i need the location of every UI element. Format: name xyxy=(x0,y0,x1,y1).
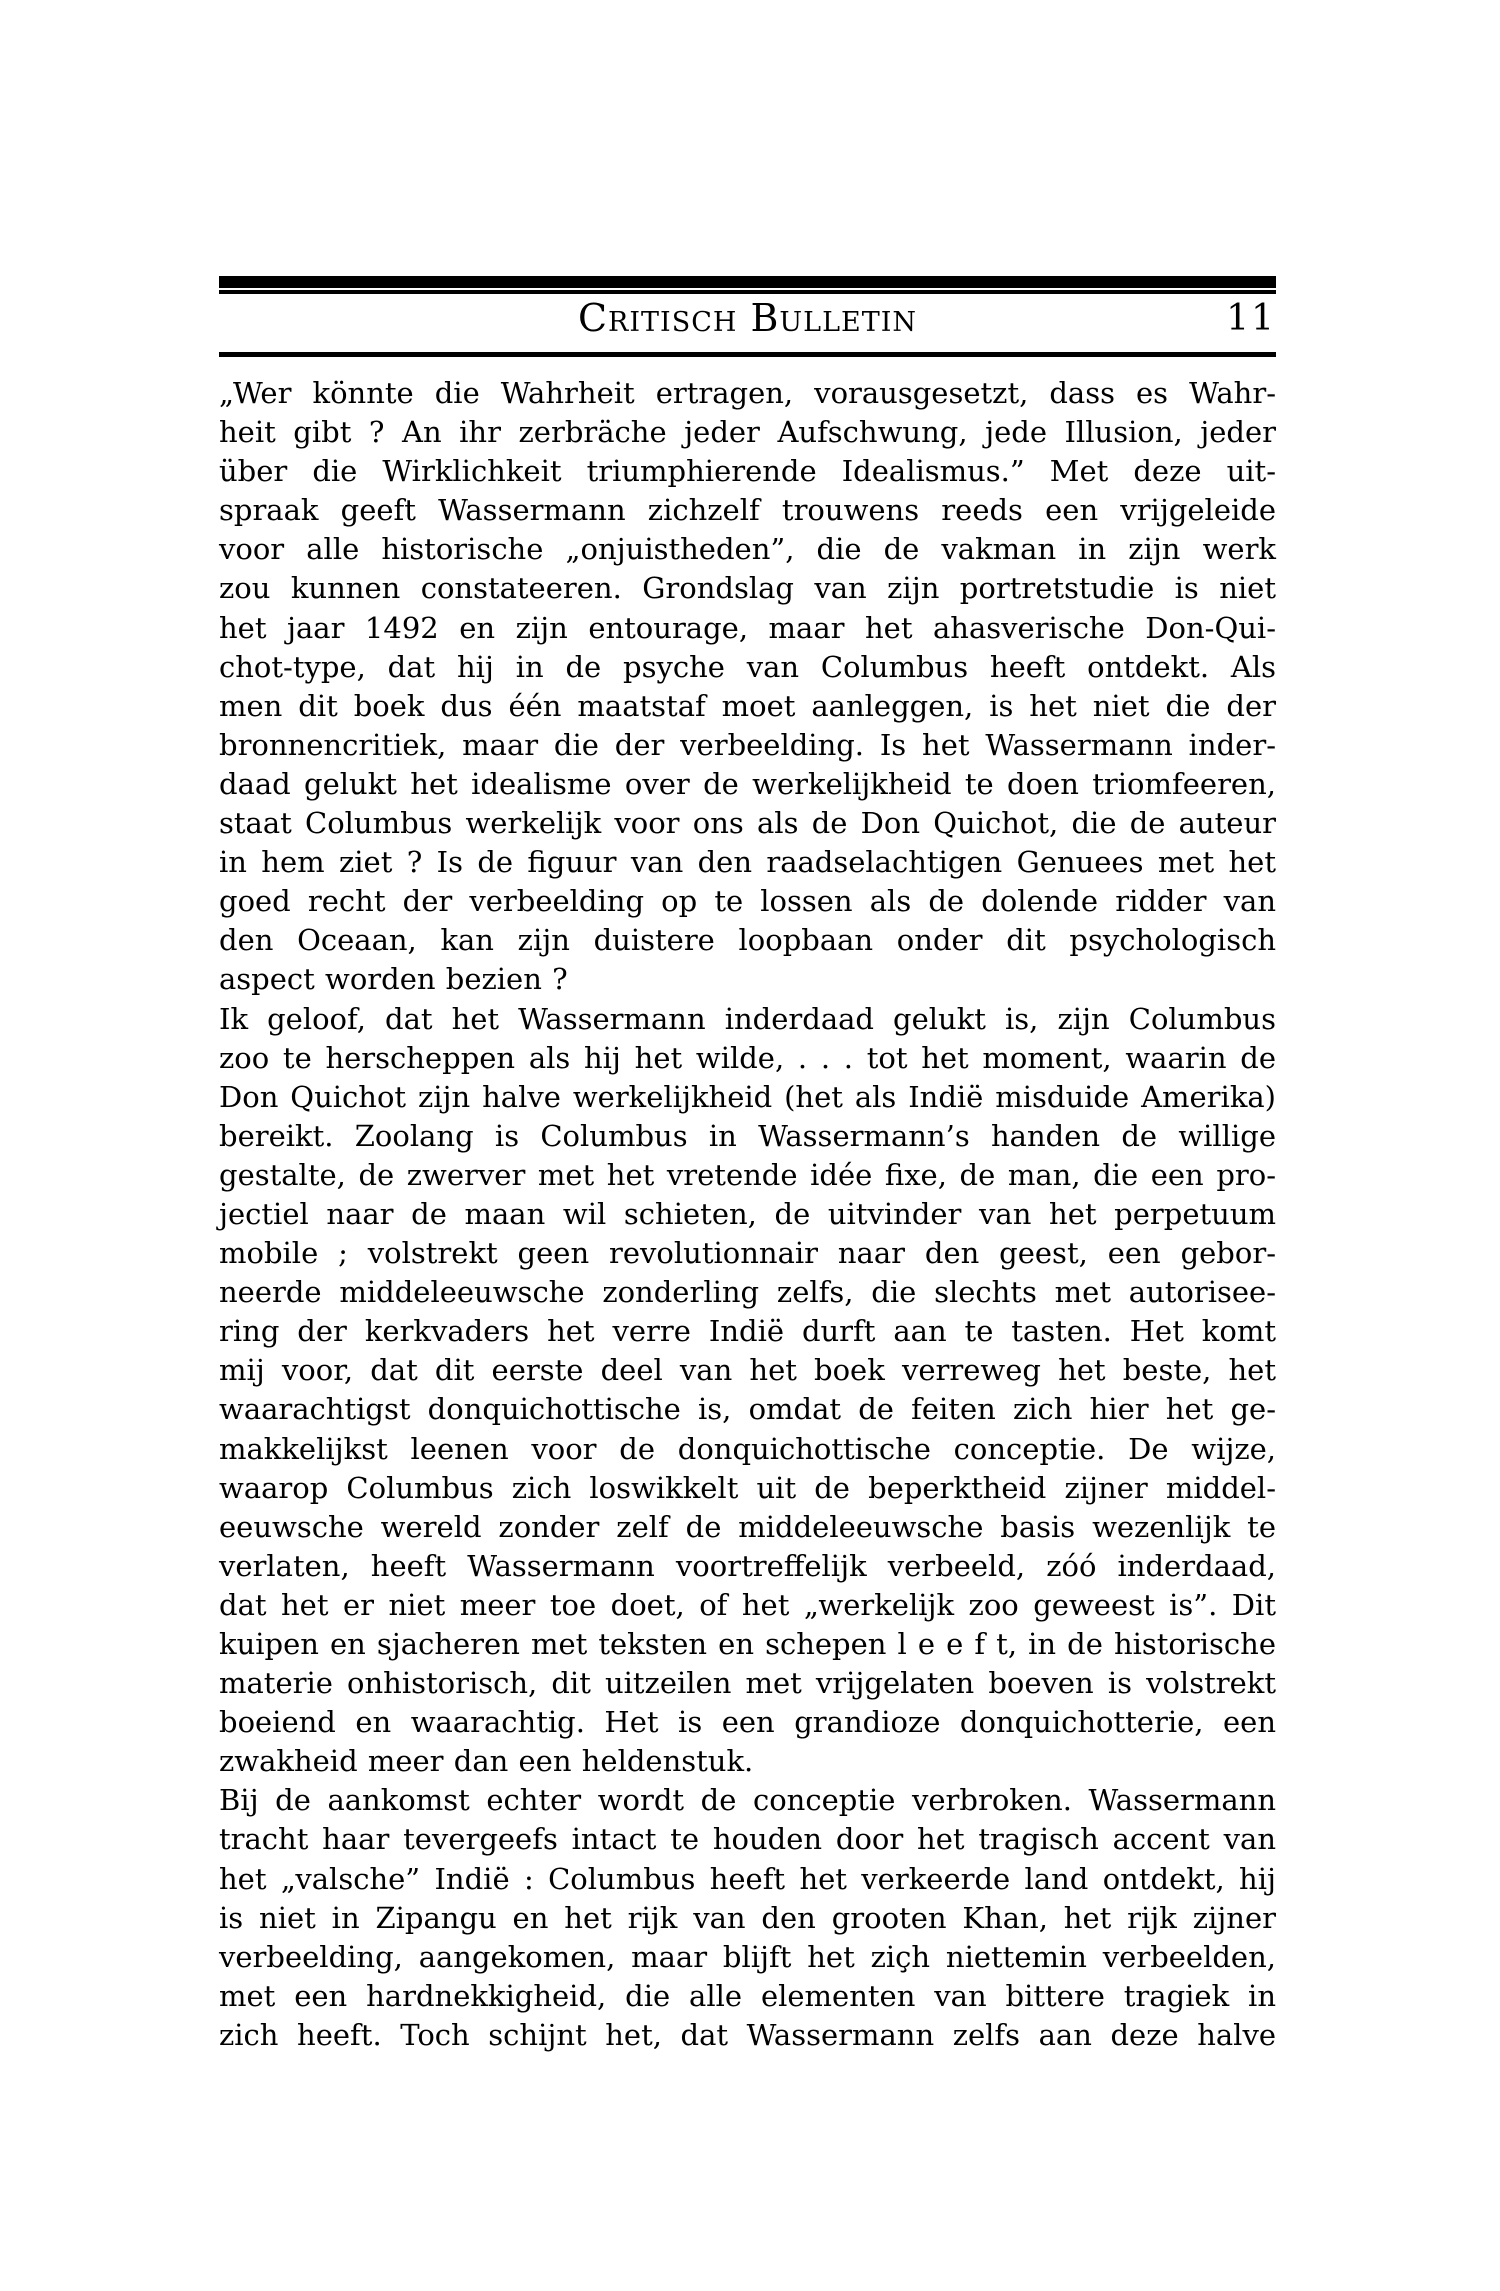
text-line: zwakheid meer dan een heldenstuk. xyxy=(219,1744,754,1779)
text-line: Bij de aankomst echter wordt de conceptie verbroken. Wassermann xyxy=(219,1783,1276,1818)
text-line: het „valsche” Indië : Columbus heeft het verkeerde land ontdekt, hij xyxy=(219,1861,1276,1896)
text-line: gestalte, de zwerver met het vretende idée fixe, de man, die een pro- xyxy=(219,1157,1276,1192)
text-line: waarop Columbus zich loswikkelt uit de beperktheid zijner middel- xyxy=(219,1470,1276,1505)
text-line: makkelijkst leenen voor de donquichottische conceptie. De wijze, xyxy=(219,1431,1276,1466)
text-line: mij voor, dat dit eerste deel van het boek verreweg het beste, het xyxy=(219,1353,1276,1388)
text-line: voor alle historische „onjuistheden”, die de vakman in zijn werk xyxy=(219,532,1276,567)
text-line: verbeelding, aangekomen, maar blijft het ziçh niettemin verbeelden, xyxy=(219,1939,1276,1974)
text-line: daad gelukt het idealisme over de werkelijkheid te doen triomfeeren, xyxy=(219,766,1276,801)
text-line: dat het er niet meer toe doet, of het „werkelijk zoo geweest is”. Dit xyxy=(219,1587,1276,1622)
text-line: ring der kerkvaders het verre Indië durft aan te tasten. Het komt xyxy=(219,1314,1276,1349)
text-line: „Wer könnte die Wahrheit ertragen, vorausgesetzt, dass es Wahr- xyxy=(219,376,1276,410)
paragraph xyxy=(219,1000,1276,1782)
text-line: waarachtigst donquichottische is, omdat de feiten zich hier het ge- xyxy=(219,1392,1276,1427)
text-line: bereikt. Zoolang is Columbus in Wassermann’s handen de willige xyxy=(219,1118,1276,1153)
paragraph xyxy=(219,1781,1276,2055)
text-line: den Oceaan, kan zijn duistere loopbaan onder dit psychologisch xyxy=(219,923,1276,958)
text-line: verlaten, heeft Wassermann voortreffelijk verbeeld, zóó inderdaad, xyxy=(219,1548,1276,1583)
text-line: über die Wirklichkeit triumphierende Idealismus.” Met deze uit- xyxy=(219,454,1276,489)
text-line: zich heeft. Toch schijnt het, dat Wassermann zelfs aan deze halve xyxy=(219,2017,1276,2052)
page-number: 11 xyxy=(1226,297,1276,339)
text-line: men dit boek dus één maatstaf moet aanleggen, is het niet die der xyxy=(219,688,1276,723)
text-line: heit gibt ? An ihr zerbräche jeder Aufschwung, jede Illusion, jeder xyxy=(219,415,1276,450)
text-line: bronnencritiek, maar die der verbeelding. Is het Wassermann inder- xyxy=(219,727,1276,762)
text-line: aspect worden bezien ? xyxy=(219,962,568,997)
text-line: spraak geeft Wassermann zichzelf trouwens reeds een vrijgeleide xyxy=(219,493,1276,528)
text-line: chot-type, dat hij in de psyche van Columbus heeft ontdekt. Als xyxy=(219,649,1276,684)
text-line: eeuwsche wereld zonder zelf de middeleeuwsche basis wezenlijk te xyxy=(219,1509,1276,1544)
text-line: tracht haar tevergeefs intact te houden door het tragisch accent van xyxy=(219,1822,1276,1857)
text-line: zou kunnen constateeren. Grondslag van zijn portretstudie is niet xyxy=(219,571,1276,606)
text-line: met een hardnekkigheid, die alle elementen van bittere tragiek in xyxy=(219,1978,1276,2013)
text-line: Ik geloof, dat het Wassermann inderdaad gelukt is, zijn Columbus xyxy=(219,1001,1276,1036)
text-line: neerde middeleeuwsche zonderling zelfs, die slechts met autorisee- xyxy=(219,1275,1276,1310)
text-line: boeiend en waarachtig. Het is een grandioze donquichotterie, een xyxy=(219,1705,1276,1740)
text-line: materie onhistorisch, dit uitzeilen met vrijgelaten boeven is volstrekt xyxy=(219,1666,1276,1701)
journal-title: Critisch Bulletin xyxy=(577,296,918,340)
text-line: kuipen en sjacheren met teksten en schepen l e e f t, in de historische xyxy=(219,1627,1276,1661)
text-line: jectiel naar de maan wil schieten, de uitvinder van het perpetuum xyxy=(219,1196,1276,1231)
single-rule xyxy=(219,352,1276,357)
double-rule xyxy=(219,276,1276,294)
text-line: staat Columbus werkelijk voor ons als de Don Quichot, die de auteur xyxy=(219,806,1276,841)
text-line: Don Quichot zijn halve werkelijkheid (het als Indië misduide Amerika) xyxy=(219,1079,1276,1114)
text-line: in hem ziet ? Is de figuur van den raadselachtigen Genuees met het xyxy=(219,845,1276,880)
text-line: het jaar 1492 en zijn entourage, maar het ahasverische Don-Qui- xyxy=(219,610,1276,645)
text-line: goed recht der verbeelding op te lossen als de dolende ridder van xyxy=(219,884,1276,919)
text-line: zoo te herscheppen als hij het wilde, . . . tot het moment, waarin de xyxy=(219,1040,1276,1075)
article-text xyxy=(219,374,1276,2055)
paragraph xyxy=(219,374,1276,1000)
text-line: is niet in Zipangu en het rijk van den grooten Khan, het rijk zijner xyxy=(219,1900,1276,1935)
text-line: mobile ; volstrekt geen revolutionnair naar den geest, een gebor- xyxy=(219,1236,1276,1271)
page-header xyxy=(219,296,1276,340)
